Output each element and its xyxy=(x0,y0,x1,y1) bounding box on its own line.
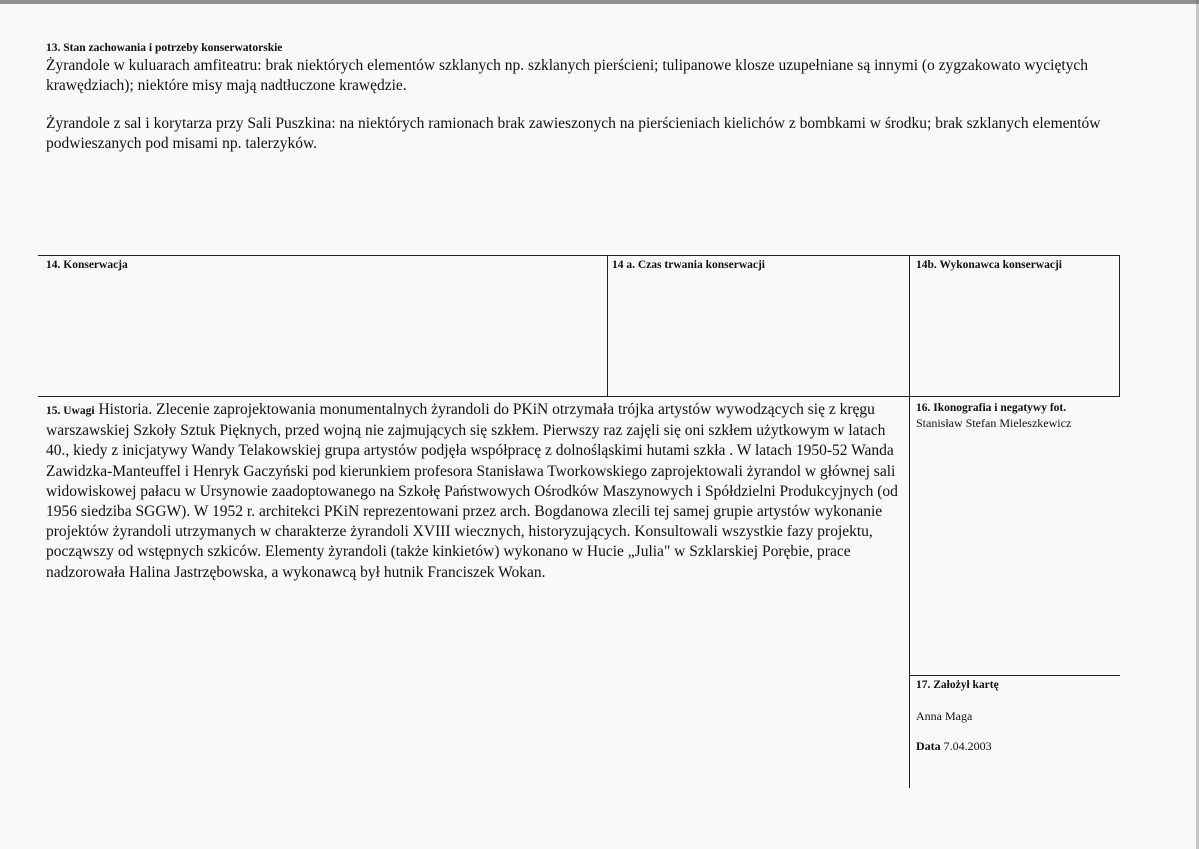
section-17-author: Anna Maga xyxy=(916,709,973,723)
section-15-text: Historia. Zlecenie zaprojektowania monumentalnych żyrandoli do PKiN otrzymała trójka artystów wywodzących się z kręgu warszawskiej Szkoły Sztuk Pięknych, przed wojną nie zajmujących się szkłem. Pierwszy raz zajęli się oni szkłem użytkowym w latach 40., kiedy z inicjatywy Wandy Telakowskiej grupa artystów podjęła współpracę z dolnośląskimi hutami szkła . W latach 1950-52 Wanda Zawidzka-Manteuffel i Henryk Gaczyński pod kierunkiem profesora Stanisława Tworkowskiego zaprojektowali żyrandol w głównej sali widowiskowej pałacu w Ursynowie zaadoptowanego na Szkołę Państwowych Ośrodków Maszynowych i Spółdzielni Produkcyjnych (od 1956 siedziba SGGW). W 1952 r. architekci PKiN reprezentowani przez arch. Bogdanowa zlecili tej samej grupie artystów wykonanie projektów żyrandoli utrzymanych w charakterze żyrandoli XVIII wiecznych, historyzujących. Konsultowali wszystkie fazy projektu, począwszy od wstępnych szkiców. Elementy żyrandoli (także kinkietów) wykonano w Hucie „Julia" w Szklarskiej Porębie, prace nadzorowała Halina Jastrzębowska, a wykonawcą był hutnik Franciszek Wokan. xyxy=(46,401,898,581)
section-15-remarks xyxy=(46,400,906,583)
section-17-date xyxy=(916,739,992,754)
section-15-label: 15. Uwagi xyxy=(46,405,95,417)
table-middle-border xyxy=(38,396,1120,397)
section-13-paragraph-2: Żyrandole z sal i korytarza przy Sali Puszkina: na niektórych ramionach brak zawieszonych na pierścieniach kielichów z bombkami w środku; brak szklanych elementów podwieszanych pod misami np. talerzyków. xyxy=(46,115,1101,152)
section-16-value: Stanisław Stefan Mieleszkewicz xyxy=(916,416,1072,430)
scan-edge-top xyxy=(0,0,1199,4)
table-top-border xyxy=(38,255,1120,256)
section-14-label: 14. Konserwacja xyxy=(46,259,128,271)
section-17-top-border xyxy=(909,675,1120,676)
section-13-paragraph-1: Żyrandole w kuluarach amfiteatru: brak niektórych elementów szklanych np. szklanych pierścieni; tulipanowe klosze uzupełniane są innymi (o zygzakowato wyciętych krawędziach); niektóre misy mają nadtłuczone krawędzie. xyxy=(46,57,1089,94)
table-right-border xyxy=(1119,255,1120,396)
column-divider-14a xyxy=(607,255,608,396)
section-13-heading: 13. Stan zachowania i potrzeby konserwatorskie xyxy=(46,42,283,54)
section-17-date-label: Data xyxy=(916,739,941,753)
section-17-date-value: 7.04.2003 xyxy=(943,739,992,753)
column-divider-right xyxy=(909,255,910,788)
section-14b-label: 14b. Wykonawca konserwacji xyxy=(916,259,1062,271)
section-14a-label: 14 a. Czas trwania konserwacji xyxy=(612,259,765,271)
section-17-label: 17. Założył kartę xyxy=(916,679,999,691)
section-16-label: 16. Ikonografia i negatywy fot. xyxy=(916,402,1067,414)
section-13-condition xyxy=(46,42,1126,154)
